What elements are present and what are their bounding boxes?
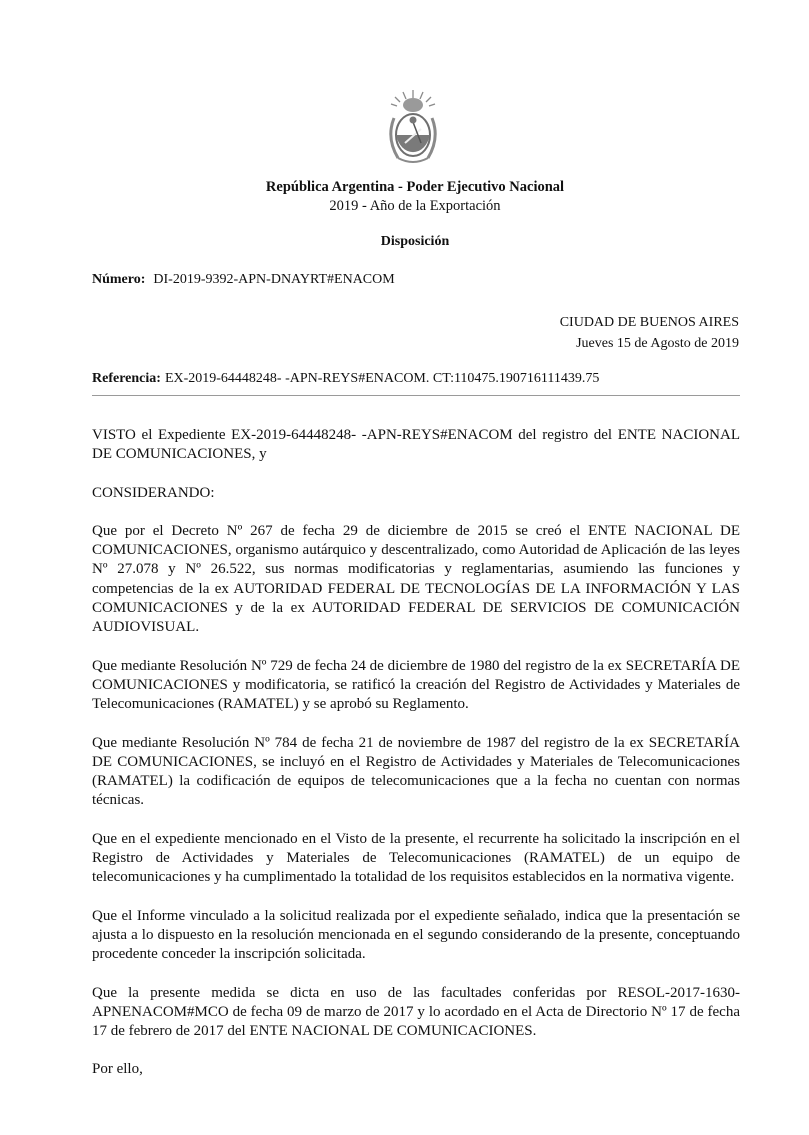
reference: [92, 371, 599, 387]
paragraph-considerando: CONSIDERANDO:: [92, 484, 215, 501]
paragraph: Que la presente medida se dicta en uso de las facultades conferidas por RESOL-2017-1630-APNENACOM#MCO de fecha 09 de marzo de 2017 y lo acordado en el Acta de Directorio Nº 17 de fecha 17 de febrero de 2017 del ENTE NACIONAL DE COMUNICACIONES.: [92, 984, 740, 1040]
header-title: República Argentina - Poder Ejecutivo Nacional: [265, 179, 565, 195]
paragraph: Que por el Decreto Nº 267 de fecha 29 de diciembre de 2015 se creó el ENTE NACIONAL DE COMUNICACIONES, organismo autárquico y descentralizado, como Autoridad de Aplicación de las leyes Nº 27.078 y Nº 26.522, sus normas modificatorias y reglamentarias, asumiendo las funciones y competencias de la ex AUTORIDAD FEDERAL DE TECNOLOGÍAS DE LA INFORMACIÓN Y LAS COMUNICACIONES y de la ex AUTORIDAD FEDERAL DE SERVICIOS DE COMUNICACIÓN AUDIOVISUAL.: [92, 522, 740, 636]
header-subtitle: 2019 - Año de la Exportación: [329, 198, 501, 214]
document-type: Disposición: [380, 234, 450, 249]
paragraph: Que el Informe vinculado a la solicitud realizada por el expediente señalado, indica que la presentación se ajusta a lo dispuesto en la resolución mencionada en el segundo considerando de la presente, conceptuando procedente conceder la inscripción solicitada.: [92, 907, 740, 963]
paragraph: Que en el expediente mencionado en el Visto de la presente, el recurrente ha solicitado la inscripción en el Registro de Actividades y Materiales de Telecomunicaciones (RAMATEL) de un equipo de telecomunicaciones y ha cumplimentado la totalidad de los requisitos establecidos en la normativa vigente.: [92, 830, 740, 886]
date: Jueves 15 de Agosto de 2019: [576, 336, 739, 351]
reference-label: Referencia:: [92, 371, 161, 386]
paragraph: Que mediante Resolución Nº 729 de fecha 24 de diciembre de 1980 del registro de la ex SECRETARÍA DE COMUNICACIONES y modificatoria, se ratificó la creación del Registro de Actividades y Materiales de Telecomunicaciones (RAMATEL) y se aprobó su Reglamento.: [92, 657, 740, 713]
place: CIUDAD DE BUENOS AIRES: [559, 315, 739, 330]
paragraph-visto: VISTO el Expediente EX-2019-64448248- -APN-REYS#ENACOM del registro del ENTE NACIONAL DE COMUNICACIONES, y: [92, 427, 740, 463]
paragraph: Que mediante Resolución Nº 784 de fecha 21 de noviembre de 1987 del registro de la ex SECRETARÍA DE COMUNICACIONES, se incluyó en el Registro de Actividades y Materiales de Telecomunicaciones (RAMATEL) la codificación de equipos de telecomunicaciones que a la fecha no cuentan con normas técnicas.: [92, 734, 740, 809]
divider: [92, 395, 740, 396]
national-coat-of-arms-icon: [384, 88, 442, 168]
document-number: [92, 272, 395, 288]
number-label: Número:: [92, 272, 146, 287]
number-value: DI-2019-9392-APN-DNAYRT#ENACOM: [153, 272, 395, 287]
place-and-date: [560, 312, 739, 354]
reference-value: EX-2019-64448248- -APN-REYS#ENACOM. CT:110475.190716111439.75: [164, 371, 600, 386]
document-body: [92, 426, 740, 1080]
paragraph-por-ello: Por ello,: [92, 1061, 143, 1078]
